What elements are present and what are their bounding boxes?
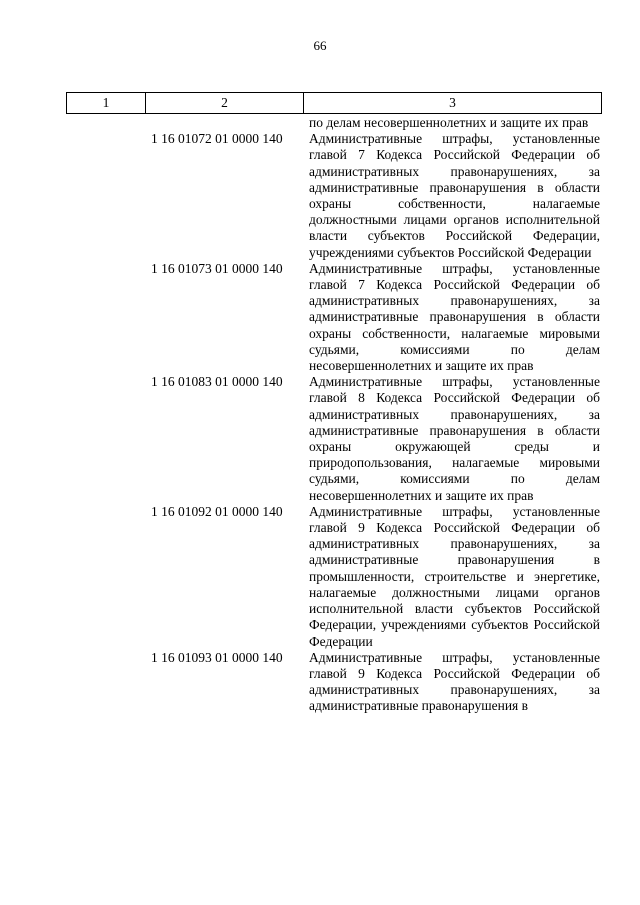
row-description: Административные штрафы, установленные главой 8 Кодекса Российской Федерации об административных правонарушениях, за административные правонарушения в области охраны окружающей среды и природопользования, налагаемые мировыми судьями, комиссиями по делам несовершеннолетних и защите их прав [309,374,600,503]
table-row [0,261,640,374]
row-description: по делам несовершеннолетних и защите их прав [309,115,589,130]
table-row [0,504,640,650]
budget-code: 1 16 01083 01 0000 140 [151,374,283,390]
budget-code: 1 16 01092 01 0000 140 [151,503,283,519]
row-description: Административные штрафы, установленные главой 9 Кодекса Российской Федерации об административных правонарушениях, за административные правонарушения в промышленности, строительстве и энергетике, налагаемые должностными лицами органов исполнительной власти субъектов Российской Федерации, учреждениями субъектов Российской Федерации [309,503,600,649]
table-header [66,92,602,114]
table-body [0,115,640,715]
table-row [0,131,640,261]
budget-code: 1 16 01093 01 0000 140 [151,649,283,665]
header-col-3: 3 [449,95,456,110]
table-row [0,374,640,504]
row-description: Административные штрафы, установленные главой 9 Кодекса Российской Федерации об административных правонарушениях, за административные правонарушения в [309,649,600,714]
table-row [0,115,640,131]
row-description: Административные штрафы, установленные главой 7 Кодекса Российской Федерации об административных правонарушениях, за административные правонарушения в области охраны собственности, налагаемые мировыми судьями, комиссиями по делам несовершеннолетних и защите их прав [309,260,600,374]
header-col-1: 1 [67,93,146,113]
header-col-2: 2 [146,93,304,113]
table-row [0,650,640,715]
row-description: Административные штрафы, установленные главой 7 Кодекса Российской Федерации об административных правонарушениях, за административные правонарушения в области охраны собственности, налагаемые должностными лицами органов исполнительной власти субъектов Российской Федерации, учреждениями субъектов Российской Федерации [309,131,600,260]
page-number: 66 [313,38,327,53]
budget-code: 1 16 01073 01 0000 140 [151,260,283,276]
budget-code: 1 16 01072 01 0000 140 [151,131,283,147]
